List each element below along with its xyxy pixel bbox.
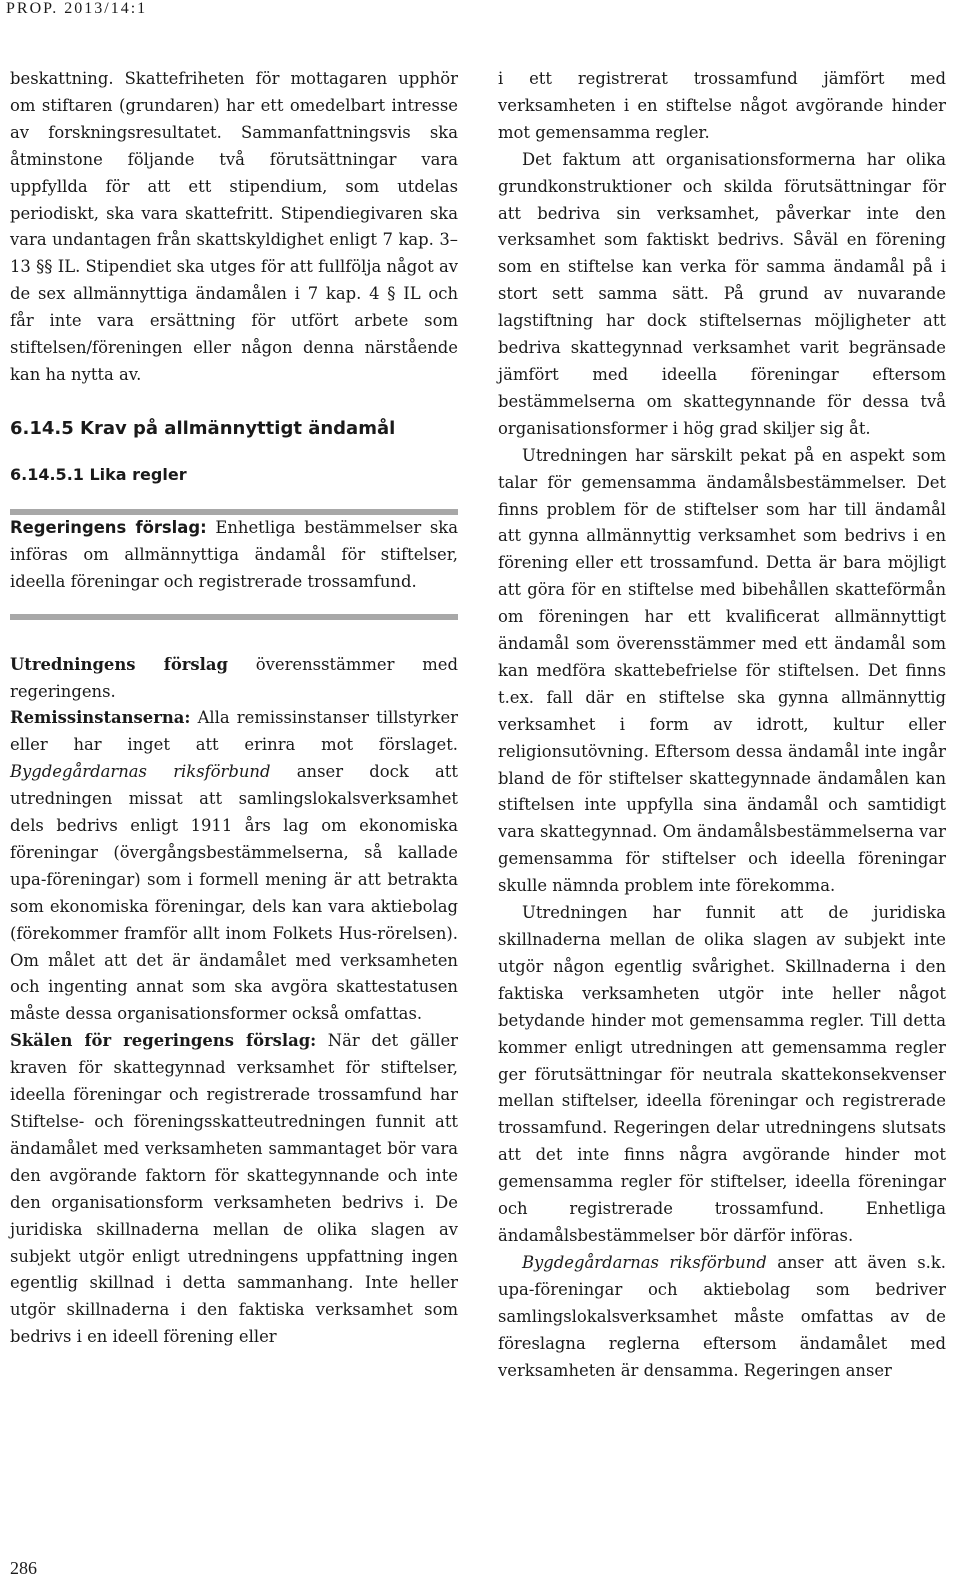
box-rule-bottom: [10, 614, 458, 620]
paragraph: Utredningen har särskilt pekat på en aspekt som talar för gemensamma ändamålsbestämmelser. Det finns problem för de stiftelser som har till ändamål att gynna allmännyttig verksamhet som bedrivs i en förening eller ett trossamfund. Detta är bara möjligt att göra för en stiftelse med bibehållen skatteförmån om föreningen har ett kvalificerat allmännyttigt ändamål som överensstämmer med ett ändamål som kan medföra skattebefrielse för stiftelsen. Det finns t.ex. fall där en stiftelse ska gynna allmännyttig verksamhet i form av idrott, kultur eller religionsutövning. Eftersom dessa ändamål inte ingår bland de för stiftelser skattegynnade ändamålen kan stiftelsen inte uppfylla sina ändamål och samtidigt vara skattegynnad. Om ändamålsbestämmelserna var gemensamma för stiftelser och ideella föreningar skulle nämnda problem inte förekomma.: [498, 445, 946, 896]
paragraph: Utredningen har funnit att de juridiska skillnaderna mellan de olika slagen av subjekt inte utgör någon egentlig svårighet. Skillnaderna i den faktiska verksamheten utgör inte heller något betydande hinder mot gemensamma regler. Till detta kommer enligt utredningen att gemensamma regler ger förutsättningar för neutrala skattekonsekvenser mellan stiftelser, ideella föreningar och registrerade trossamfund. Regeringen delar utredningens slutsats att det inte finns några avgörande hinder mot gemensamma regler för stiftelser, ideella föreningar och registrerade trossamfund. Enhetliga ändamålsbestämmelser bör därför införas.: [498, 903, 946, 1245]
reasons-label: Skälen för regeringens förslag:: [10, 1031, 317, 1051]
reasons-paragraph: [10, 1028, 458, 1351]
page-number: 286: [10, 1558, 37, 1578]
paragraph: beskattning. Skattefriheten för mottagaren upphör om stiftaren (grundaren) har ett omedelbart intresse av forskningsresultatet. Sammanfattningsvis ska åtminstone följande två förutsättningar vara uppfyllda för att ett stipendium, som utdelas periodiskt, ska vara skattefritt. Stipendiegivaren ska vara undantagen från skattskyldighet enligt 7 kap. 3–13 §§ IL. Stipendiet ska utges för att fullfölja något av de sex allmännyttiga ändamålen i 7 kap. 4 § IL och får inte vara ersättning för utfört arbete som stiftelsen/föreningen eller någon denna närstående kan ha nytta av.: [10, 69, 458, 384]
org-name: Bygdegårdarnas riksförbund: [10, 762, 271, 782]
subsection-heading: 6.14.5.1 Lika regler: [10, 464, 187, 484]
proposal-label: Regeringens förslag:: [10, 517, 207, 537]
paragraph: i ett registrerat trossamfund jämfört med verksamheten i en stiftelse något avgörande hinder mot gemensamma regler.: [498, 69, 946, 142]
org-name: Bygdegårdarnas riksförbund: [522, 1252, 767, 1272]
paragraph: Det faktum att organisationsformerna har olika grundkonstruktioner och skilda förutsättningar för att bedriva sin verksamhet, påverkar inte den verksamhet som faktiskt bedrivs. Såväl en förening som en stiftelse kan verka för samma ändamål på i stort sett samma sätt. På grund av nuvarande lagstiftning har dock stiftelsernas möjligheter att bedriva skattegynnad verksamhet varit begränsade jämfört med ideella föreningar eftersom bestämmelserna om skattegynnande för dessa två organisationsformer i hög grad skiljer sig åt.: [498, 149, 946, 438]
consultation-paragraph: [10, 705, 458, 1028]
running-header: PROP. 2013/14:1: [6, 0, 148, 17]
left-column: [10, 66, 458, 1351]
section-heading: 6.14.5 Krav på allmännyttigt ändamål: [10, 417, 396, 439]
consultation-label: Remissinstanserna:: [10, 708, 191, 728]
inquiry-label: Utredningens förslag: [10, 654, 228, 674]
proposal-text: Enhetliga bestämmelser ska införas om allmännyttiga ändamål för stiftelser, ideella föreningar och registrerade trossamfund.: [10, 517, 458, 591]
inquiry-proposal: [10, 652, 458, 706]
reasons-text: När det gäller kraven för skattegynnad verksamhet för stiftelser, ideella föreningar och registrerade trossamfund har Stiftelse- och föreningsskatteutredningen funnit att ändamålet med verksamheten sammantaget bör vara den avgörande faktorn för skattegynnande och inte den organisationsform verksamheten bedrivs i. De juridiska skillnaderna mellan de olika slagen av subjekt utgör enligt utredningens uppfattning ingen egentlig skillnad i detta sammanhang. Inte heller utgör skillnaderna i den faktiska verksamhet som bedrivs i en ideell förening eller: [10, 1031, 458, 1347]
inquiry-text: överensstämmer med regeringens.: [10, 654, 458, 701]
right-column: [498, 66, 946, 1384]
government-proposal: [10, 515, 458, 596]
paragraph: [498, 1250, 946, 1385]
paragraph-text: anser att även s.k. upa-föreningar och aktiebolag som bedriver samlingslokalsverksamhet måste omfattas av de föreslagna reglerna eftersom ändamålet med verksamheten är densamma. Regeringen anser: [498, 1252, 946, 1380]
consultation-text-2: anser dock att utredningen missat att samlingslokalsverksamhet dels bedrivs enligt 1911 års lag om ekonomiska föreningar (övergångsbestämmelserna, så kallade upa-föreningar) som i formell mening är att betrakta som ekonomiska föreningar, dels kan vara aktiebolag (förekommer framför allt inom Folkets Hus-rörelsen). Om målet att det är ändamålet med verksamheten och ingenting annat som ska avgöra skattestatusen måste dessa organisationsformer också omfattas.: [10, 762, 458, 1024]
consultation-text: Alla remissinstanser tillstyrker eller har inget att erinra mot förslaget.: [10, 708, 458, 755]
